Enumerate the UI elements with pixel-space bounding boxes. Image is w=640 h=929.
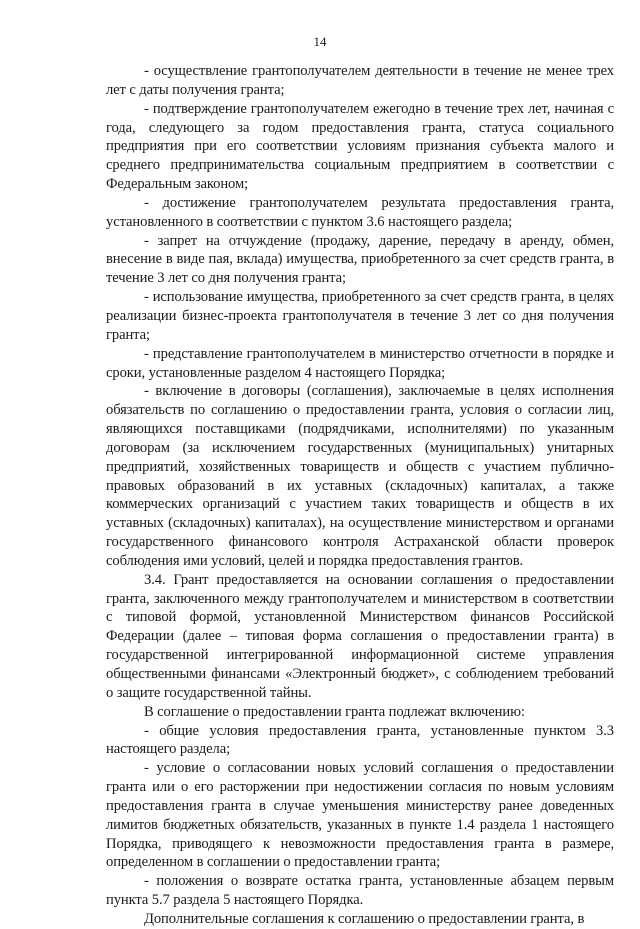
- list-item-reporting: - представление грантополучателем в министерство отчетности в порядке и сроки, установленные разделом 4 настоящего Порядка;: [106, 345, 614, 381]
- agreement-item-new-conditions: - условие о согласовании новых условий соглашения о предоставлении гранта или о его расторжении при недостижении согласия по новым условиям предоставления гранта в случае уменьшения министерству ранее доведенных лимитов бюджетных обязательств, указанных в пункте 1.4 раздела 1 настоящего Порядка, приводящего к невозможности предоставления гранта в размере, определенном в соглашении о предоставлении гранта;: [106, 760, 614, 871]
- agreement-item-general-conditions: - общие условия предоставления гранта, установленные пунктом 3.3 настоящего раздела;: [106, 722, 614, 758]
- list-item-result-achievement: - достижение грантополучателем результата предоставления гранта, установленного в соответствии с пунктом 3.6 настоящего раздела;: [106, 194, 614, 230]
- agreement-intro: В соглашение о предоставлении гранта подлежат включению:: [144, 703, 525, 720]
- list-item-alienation-ban: - запрет на отчуждение (продажу, дарение, передачу в аренду, обмен, внесение в виде пая, вклада) имущества, приобретенного за счет средств гранта, в течение 3 лет со дня получения гранта;: [106, 232, 614, 287]
- list-item-social-status-confirmation: - подтверждение грантополучателем ежегодно в течение трех лет, начиная с года, следующего за годом предоставления гранта, статуса социального предприятия при его соответствии условиям признания субъекта малого и среднего предпринимательства социальным предприятием в соответствии с Федеральным законом;: [106, 100, 614, 193]
- list-item-property-use: - использование имущества, приобретенного за счет средств гранта, в целях реализации бизнес-проекта грантополучателя в течение 3 лет со дня получения гранта;: [106, 289, 614, 343]
- list-item-contract-inclusion: - включение в договоры (соглашения), заключаемые в целях исполнения обязательств по соглашению о предоставлении гранта, условия о согласии лиц, являющихся поставщиками (подрядчиками, исполнителями) по указанным договорам (за исключением государственных (муниципальных) унитарных предприятий, хозяйственных товариществ и обществ с участием публично-правовых образований в их уставных (складочных) капиталах, а также коммерческих организаций с участием таких товариществ и обществ в их уставных (складочных) капиталах), на осуществление министерством и органами государственного финансового контроля Астраханской области проверок соблюдения ими условий, целей и порядка предоставления грантов.: [106, 383, 614, 569]
- agreement-item-refund: - положения о возврате остатка гранта, установленные абзацем первым пункта 5.7 раздела 5 настоящего Порядка.: [106, 873, 614, 909]
- clause-3-4: 3.4. Грант предоставляется на основании соглашения о предоставлении гранта, заключенного между грантополучателем и министерством в соответствии с типовой формой, установленной Министерством финансов Российской Федерации (далее – типовая форма соглашения о предоставлении гранта) в государственной интегрированной информационной системе управления общественными финансами «Электронный бюджет», с соблюдением требований о защите государственной тайны.: [106, 571, 614, 701]
- document-body: [106, 62, 614, 929]
- additional-agreements: Дополнительные соглашения к соглашению о предоставлении гранта, в: [144, 910, 585, 927]
- page-number: 14: [313, 34, 327, 49]
- list-item-activity-duration: - осуществление грантополучателем деятельности в течение не менее трех лет с даты получения гранта;: [106, 63, 614, 98]
